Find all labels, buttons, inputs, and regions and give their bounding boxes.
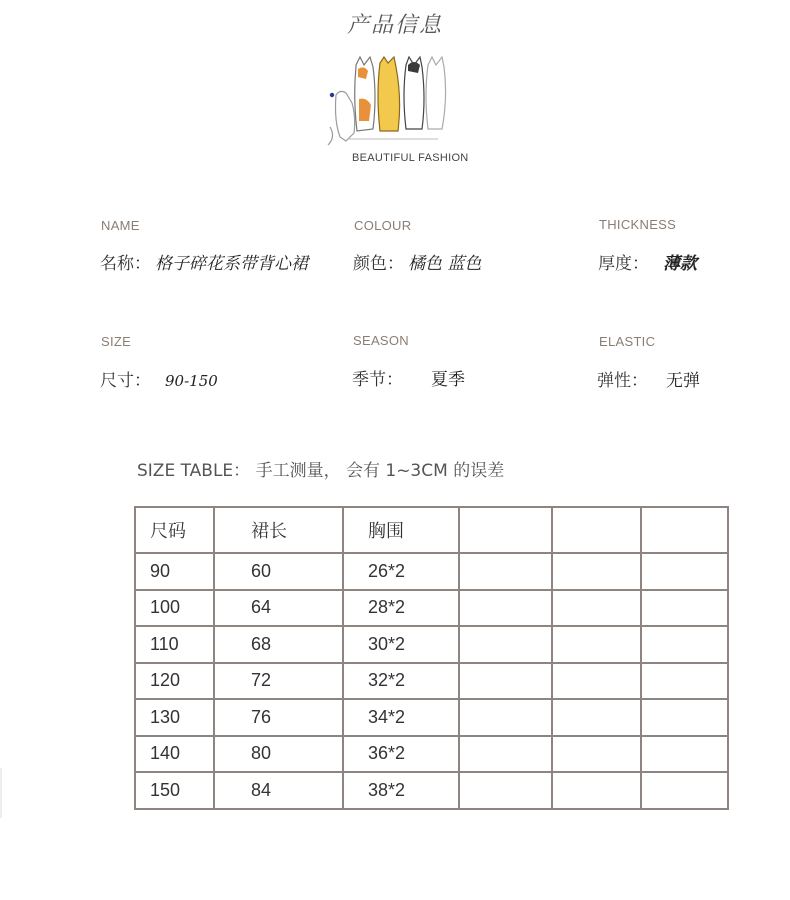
cell-empty: [552, 553, 641, 590]
size-table-caption: SIZE TABLE： 手工测量， 会有 1~3CM 的误差: [137, 461, 505, 481]
cell-bust: 28*2: [343, 590, 459, 627]
cell-length: 64: [214, 590, 343, 627]
cell-empty: [459, 699, 552, 736]
size-key: 尺寸：: [100, 371, 151, 391]
elastic-key: 弹性：: [597, 371, 648, 391]
cell-length: 68: [214, 626, 343, 663]
colour-value-row: [353, 249, 481, 274]
size-label: SIZE: [101, 334, 132, 349]
cell-empty: [641, 772, 728, 809]
cell-empty: [552, 699, 641, 736]
cell-empty: [459, 736, 552, 773]
season-value: 夏季: [431, 370, 465, 390]
header-cell-empty: [641, 507, 728, 553]
cell-size: 150: [135, 772, 214, 809]
cell-empty: [459, 663, 552, 700]
cell-length: 76: [214, 699, 343, 736]
table-row: [135, 772, 728, 809]
header-cell-empty: [459, 507, 552, 553]
season-value-row: [352, 365, 465, 390]
cell-size: 120: [135, 663, 214, 700]
header-cell-bust: 胸围: [343, 507, 459, 553]
colour-key: 颜色：: [353, 254, 404, 274]
header-cell-size: 尺码: [135, 507, 214, 553]
cell-empty: [459, 590, 552, 627]
cell-empty: [459, 772, 552, 809]
season-label: SEASON: [353, 333, 409, 348]
cell-size: 140: [135, 736, 214, 773]
cell-empty: [641, 699, 728, 736]
colour-label: COLOUR: [354, 218, 412, 233]
cell-bust: 30*2: [343, 626, 459, 663]
cell-length: 84: [214, 772, 343, 809]
cell-empty: [641, 663, 728, 700]
cell-empty: [552, 663, 641, 700]
cell-empty: [641, 553, 728, 590]
cell-size: 100: [135, 590, 214, 627]
elastic-value: 无弹: [666, 371, 700, 391]
cell-empty: [459, 553, 552, 590]
brand-text: BEAUTIFUL FASHION: [352, 152, 469, 164]
table-row: [135, 699, 728, 736]
name-label: NAME: [101, 218, 140, 233]
cell-bust: 32*2: [343, 663, 459, 700]
cell-empty: [552, 772, 641, 809]
cell-bust: 38*2: [343, 772, 459, 809]
table-row: [135, 736, 728, 773]
size-value: 90-150: [165, 372, 218, 390]
elastic-label: ELASTIC: [599, 334, 656, 349]
thickness-label: THICKNESS: [599, 217, 677, 232]
season-key: 季节：: [352, 370, 403, 390]
cell-length: 80: [214, 736, 343, 773]
header-cell-empty: [552, 507, 641, 553]
table-header-row: [135, 507, 728, 553]
cell-length: 72: [214, 663, 343, 700]
cell-empty: [641, 736, 728, 773]
size-table: [134, 506, 729, 810]
thickness-value: 薄款: [663, 254, 697, 274]
table-row: [135, 663, 728, 700]
page-title: 产品信息: [346, 13, 443, 38]
cell-empty: [641, 590, 728, 627]
left-edge-divider: [0, 768, 2, 818]
table-row: [135, 626, 728, 663]
colour-value: 橘色 蓝色: [408, 254, 482, 274]
cell-size: 130: [135, 699, 214, 736]
cell-empty: [641, 626, 728, 663]
cell-size: 90: [135, 553, 214, 590]
name-value: 格子碎花系带背心裙: [155, 254, 308, 274]
cell-empty: [552, 590, 641, 627]
name-value-row: [100, 249, 308, 274]
elastic-value-row: [597, 366, 700, 391]
cell-size: 110: [135, 626, 214, 663]
header-cell-length: 裙长: [214, 507, 343, 553]
thickness-value-row: [598, 249, 697, 274]
cell-bust: 34*2: [343, 699, 459, 736]
table-row: [135, 553, 728, 590]
size-value-row: [100, 366, 218, 391]
cell-empty: [552, 626, 641, 663]
cell-empty: [552, 736, 641, 773]
name-key: 名称：: [100, 254, 151, 274]
cell-bust: 36*2: [343, 736, 459, 773]
cell-bust: 26*2: [343, 553, 459, 590]
table-row: [135, 590, 728, 627]
cell-empty: [459, 626, 552, 663]
cell-length: 60: [214, 553, 343, 590]
thickness-key: 厚度：: [598, 254, 649, 274]
